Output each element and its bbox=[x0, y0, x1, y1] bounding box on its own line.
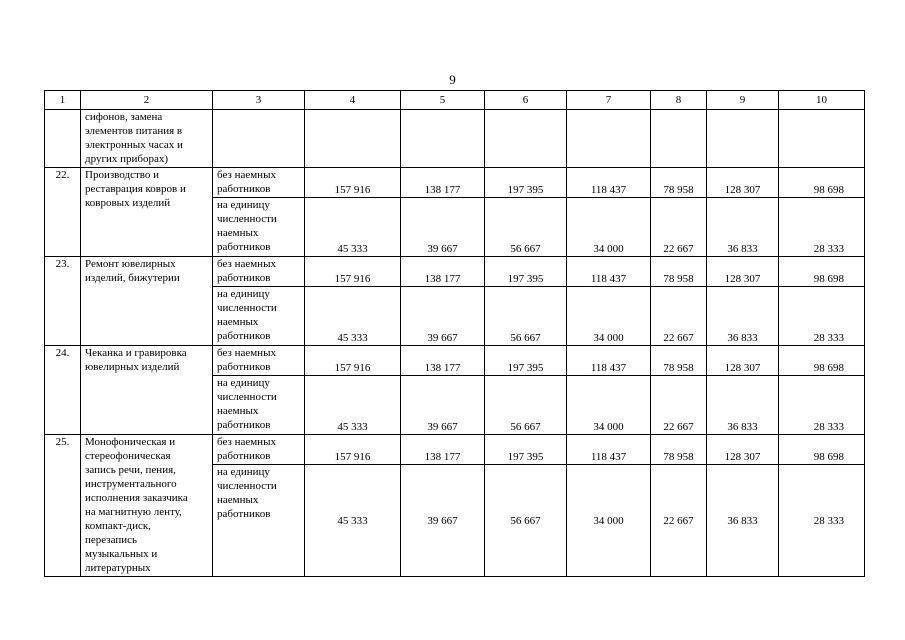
value-cell: 45 333 bbox=[305, 287, 401, 346]
row-number: 25. bbox=[45, 435, 81, 577]
category-label: на единицу численности наемных работников bbox=[213, 287, 305, 346]
value-cell: 157 916 bbox=[305, 346, 401, 376]
value-cell: 157 916 bbox=[305, 435, 401, 465]
value-cell: 36 833 bbox=[707, 287, 779, 346]
value-cell: 138 177 bbox=[401, 346, 485, 376]
table-row bbox=[45, 168, 865, 198]
value-cell: 197 395 bbox=[485, 257, 567, 287]
category-label: на единицу численности наемных работников bbox=[213, 198, 305, 257]
header-cell: 6 bbox=[485, 91, 567, 110]
header-cell: 2 bbox=[81, 91, 213, 110]
activity-name: Ремонт ювелирных изделий, бижутерии bbox=[81, 257, 213, 346]
category-label: без наемных работников bbox=[213, 346, 305, 376]
value-cell: 56 667 bbox=[485, 287, 567, 346]
page-number: 9 bbox=[449, 72, 456, 87]
value-cell: 128 307 bbox=[707, 168, 779, 198]
value-cell: 197 395 bbox=[485, 435, 567, 465]
value-cell: 78 958 bbox=[651, 257, 707, 287]
activity-name: Монофоническая и стереофоническая запись речи, пения, инструментального исполнения заказчика на магнитную ленту, компакт-диск, перезапись музыкальных и литературных bbox=[81, 435, 213, 577]
value-cell: 78 958 bbox=[651, 168, 707, 198]
rates-table bbox=[44, 90, 865, 577]
value-cell: 98 698 bbox=[779, 257, 865, 287]
value-cell: 197 395 bbox=[485, 168, 567, 198]
value-cell: 118 437 bbox=[567, 435, 651, 465]
value-cell: 36 833 bbox=[707, 198, 779, 257]
row-number bbox=[45, 110, 81, 168]
value-cell: 45 333 bbox=[305, 376, 401, 435]
value-cell: 138 177 bbox=[401, 257, 485, 287]
value-cell: 98 698 bbox=[779, 346, 865, 376]
header-cell: 3 bbox=[213, 91, 305, 110]
header-cell: 5 bbox=[401, 91, 485, 110]
row-number: 23. bbox=[45, 257, 81, 346]
category-label: без наемных работников bbox=[213, 257, 305, 287]
value-cell: 128 307 bbox=[707, 435, 779, 465]
value-cell: 138 177 bbox=[401, 168, 485, 198]
value-cell: 197 395 bbox=[485, 346, 567, 376]
value-cell: 36 833 bbox=[707, 465, 779, 577]
value-cell: 56 667 bbox=[485, 198, 567, 257]
value-cell: 128 307 bbox=[707, 257, 779, 287]
header-cell: 9 bbox=[707, 91, 779, 110]
row-number: 24. bbox=[45, 346, 81, 435]
header-cell: 7 bbox=[567, 91, 651, 110]
value-cell: 28 333 bbox=[779, 287, 865, 346]
value-cell: 22 667 bbox=[651, 198, 707, 257]
value-cell: 118 437 bbox=[567, 346, 651, 376]
value-cell: 39 667 bbox=[401, 465, 485, 577]
value-cell: 118 437 bbox=[567, 168, 651, 198]
category-label: на единицу численности наемных работников bbox=[213, 465, 305, 577]
value-cell: 28 333 bbox=[779, 465, 865, 577]
value-cell: 39 667 bbox=[401, 198, 485, 257]
category-label: без наемных работников bbox=[213, 435, 305, 465]
value-cell: 45 333 bbox=[305, 198, 401, 257]
value-cell: 34 000 bbox=[567, 376, 651, 435]
header-cell: 4 bbox=[305, 91, 401, 110]
value-cell: 78 958 bbox=[651, 435, 707, 465]
value-cell: 22 667 bbox=[651, 465, 707, 577]
table-row bbox=[45, 110, 865, 168]
value-cell: 34 000 bbox=[567, 287, 651, 346]
header-cell: 8 bbox=[651, 91, 707, 110]
value-cell: 56 667 bbox=[485, 376, 567, 435]
value-cell: 28 333 bbox=[779, 198, 865, 257]
value-cell: 45 333 bbox=[305, 465, 401, 577]
value-cell: 157 916 bbox=[305, 168, 401, 198]
activity-name: Производство и реставрация ковров и ковровых изделий bbox=[81, 168, 213, 257]
value-cell: 157 916 bbox=[305, 257, 401, 287]
value-cell: 98 698 bbox=[779, 168, 865, 198]
value-cell: 39 667 bbox=[401, 287, 485, 346]
row-number: 22. bbox=[45, 168, 81, 257]
value-cell: 78 958 bbox=[651, 346, 707, 376]
header-cell: 1 bbox=[45, 91, 81, 110]
header-cell: 10 bbox=[779, 91, 865, 110]
value-cell: 22 667 bbox=[651, 376, 707, 435]
activity-name: сифонов, замена элементов питания в электронных часах и других приборах) bbox=[81, 110, 213, 168]
value-cell: 34 000 bbox=[567, 198, 651, 257]
header-row bbox=[45, 91, 865, 110]
value-cell: 22 667 bbox=[651, 287, 707, 346]
value-cell: 39 667 bbox=[401, 376, 485, 435]
table-row bbox=[45, 435, 865, 465]
value-cell: 56 667 bbox=[485, 465, 567, 577]
table-row bbox=[45, 346, 865, 376]
value-cell: 28 333 bbox=[779, 376, 865, 435]
table-row bbox=[45, 257, 865, 287]
value-cell: 118 437 bbox=[567, 257, 651, 287]
value-cell: 98 698 bbox=[779, 435, 865, 465]
activity-name: Чеканка и гравировка ювелирных изделий bbox=[81, 346, 213, 435]
value-cell: 138 177 bbox=[401, 435, 485, 465]
category-label: без наемных работников bbox=[213, 168, 305, 198]
value-cell: 34 000 bbox=[567, 465, 651, 577]
value-cell: 36 833 bbox=[707, 376, 779, 435]
category-label: на единицу численности наемных работников bbox=[213, 376, 305, 435]
value-cell: 128 307 bbox=[707, 346, 779, 376]
